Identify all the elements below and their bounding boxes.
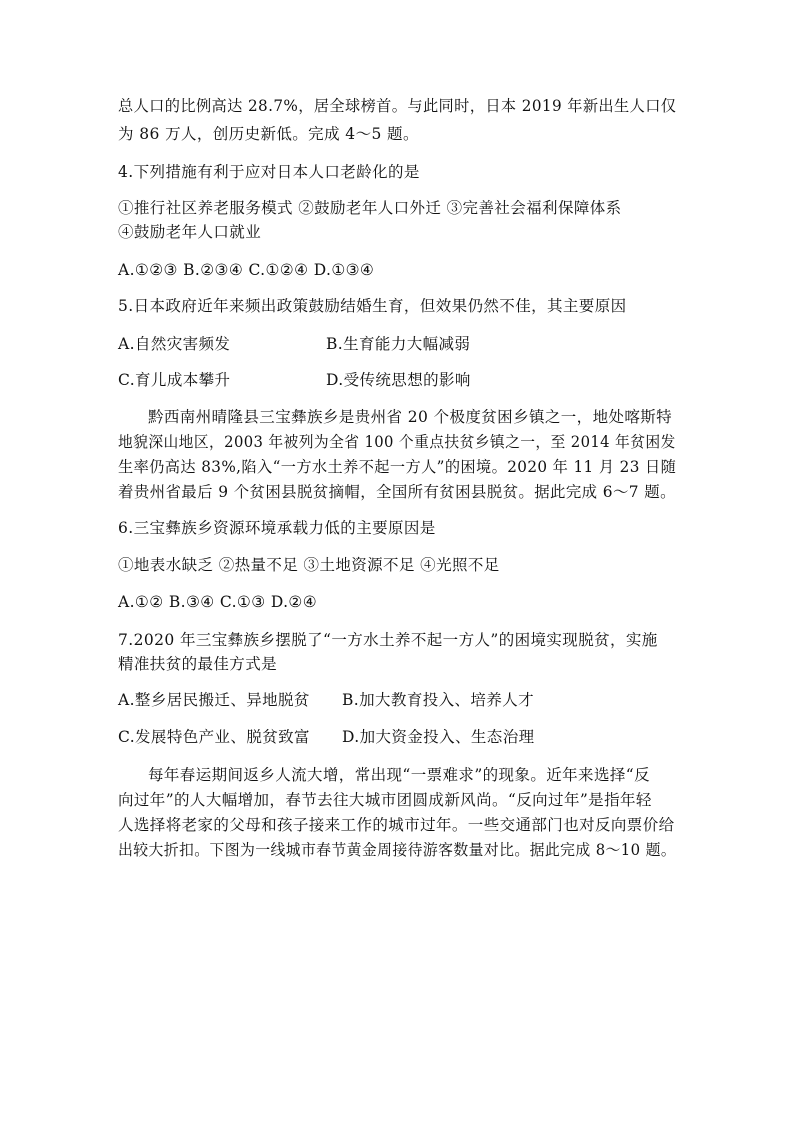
intro-q8-10-line3: 人选择将老家的父母和孩子接来工作的城市过年。一些交通部门也对反向票价给 bbox=[118, 816, 675, 834]
intro-q8-10-line1: 每年春运期间返乡人流大增，常出现“一票难求”的现象。近年来选择“反 bbox=[148, 766, 650, 784]
q6-options: A.①② B.③④ C.①③ D.②④ bbox=[118, 593, 318, 611]
q7-option-b: B.加大教育投入、培养人才 bbox=[342, 691, 535, 709]
q5-option-a: A.自然灾害频发 bbox=[118, 335, 231, 353]
q5-option-c: C.育儿成本攀升 bbox=[118, 371, 231, 389]
intro-q8-10-line2: 向过年”的人大幅增加，春节去往大城市团圆成新风尚。“反向过年”是指年轻 bbox=[118, 791, 652, 809]
q4-items-line2: ④鼓励老年人口就业 bbox=[118, 223, 262, 241]
intro-q6-7-line3: 生率仍高达 83%,陷入“一方水土养不起一方人”的困境。2020 年 11 月 23 日随 bbox=[118, 458, 677, 476]
q4-items-line1: ①推行社区养老服务模式 ②鼓励老年人口外迁 ③完善社会福利保障体系 bbox=[118, 199, 622, 217]
intro-q6-7-line1: 黔西南州晴隆县三宝彝族乡是贵州省 20 个极度贫困乡镇之一，地处喀斯特 bbox=[148, 408, 673, 426]
intro-q6-7-line2: 地貌深山地区，2003 年被列为全省 100 个重点扶贫乡镇之一，至 2014 年贫困发 bbox=[118, 433, 676, 451]
q5-option-d: D.受传统思想的影响 bbox=[326, 371, 471, 389]
q6-items: ①地表水缺乏 ②热量不足 ③土地资源不足 ④光照不足 bbox=[118, 556, 500, 574]
intro-q4-5-line2: 为 86 万人，创历史新低。完成 4～5 题。 bbox=[118, 125, 419, 143]
q4-stem: 4.下列措施有利于应对日本人口老龄化的是 bbox=[118, 163, 420, 181]
q7-option-c: C.发展特色产业、脱贫致富 bbox=[118, 728, 310, 746]
q6-stem: 6.三宝彝族乡资源环境承载力低的主要原因是 bbox=[118, 519, 436, 537]
q7-stem-line1: 7.2020 年三宝彝族乡摆脱了“一方水土养不起一方人”的困境实现脱贫，实施 bbox=[118, 631, 658, 649]
q5-stem: 5.日本政府近年来频出政策鼓励结婚生育，但效果仍然不佳，其主要原因 bbox=[118, 297, 627, 315]
q5-option-b: B.生育能力大幅减弱 bbox=[326, 335, 471, 353]
q7-stem-line2: 精准扶贫的最佳方式是 bbox=[118, 655, 278, 673]
intro-q6-7-line4: 着贵州省最后 9 个贫困县脱贫摘帽，全国所有贫困县脱贫。据此完成 6～7 题。 bbox=[118, 483, 676, 501]
q7-option-d: D.加大资金投入、生态治理 bbox=[342, 728, 535, 746]
q4-options: A.①②③ B.②③④ C.①②④ D.①③④ bbox=[118, 261, 375, 279]
intro-q8-10-line4: 出较大折扣。下图为一线城市春节黄金周接待游客数量对比。据此完成 8～10 题。 bbox=[118, 841, 677, 859]
intro-q4-5-line1: 总人口的比例高达 28.7%，居全球榜首。与此同时，日本 2019 年新出生人口仅 bbox=[118, 97, 677, 115]
q7-option-a: A.整乡居民搬迁、异地脱贫 bbox=[118, 691, 310, 709]
